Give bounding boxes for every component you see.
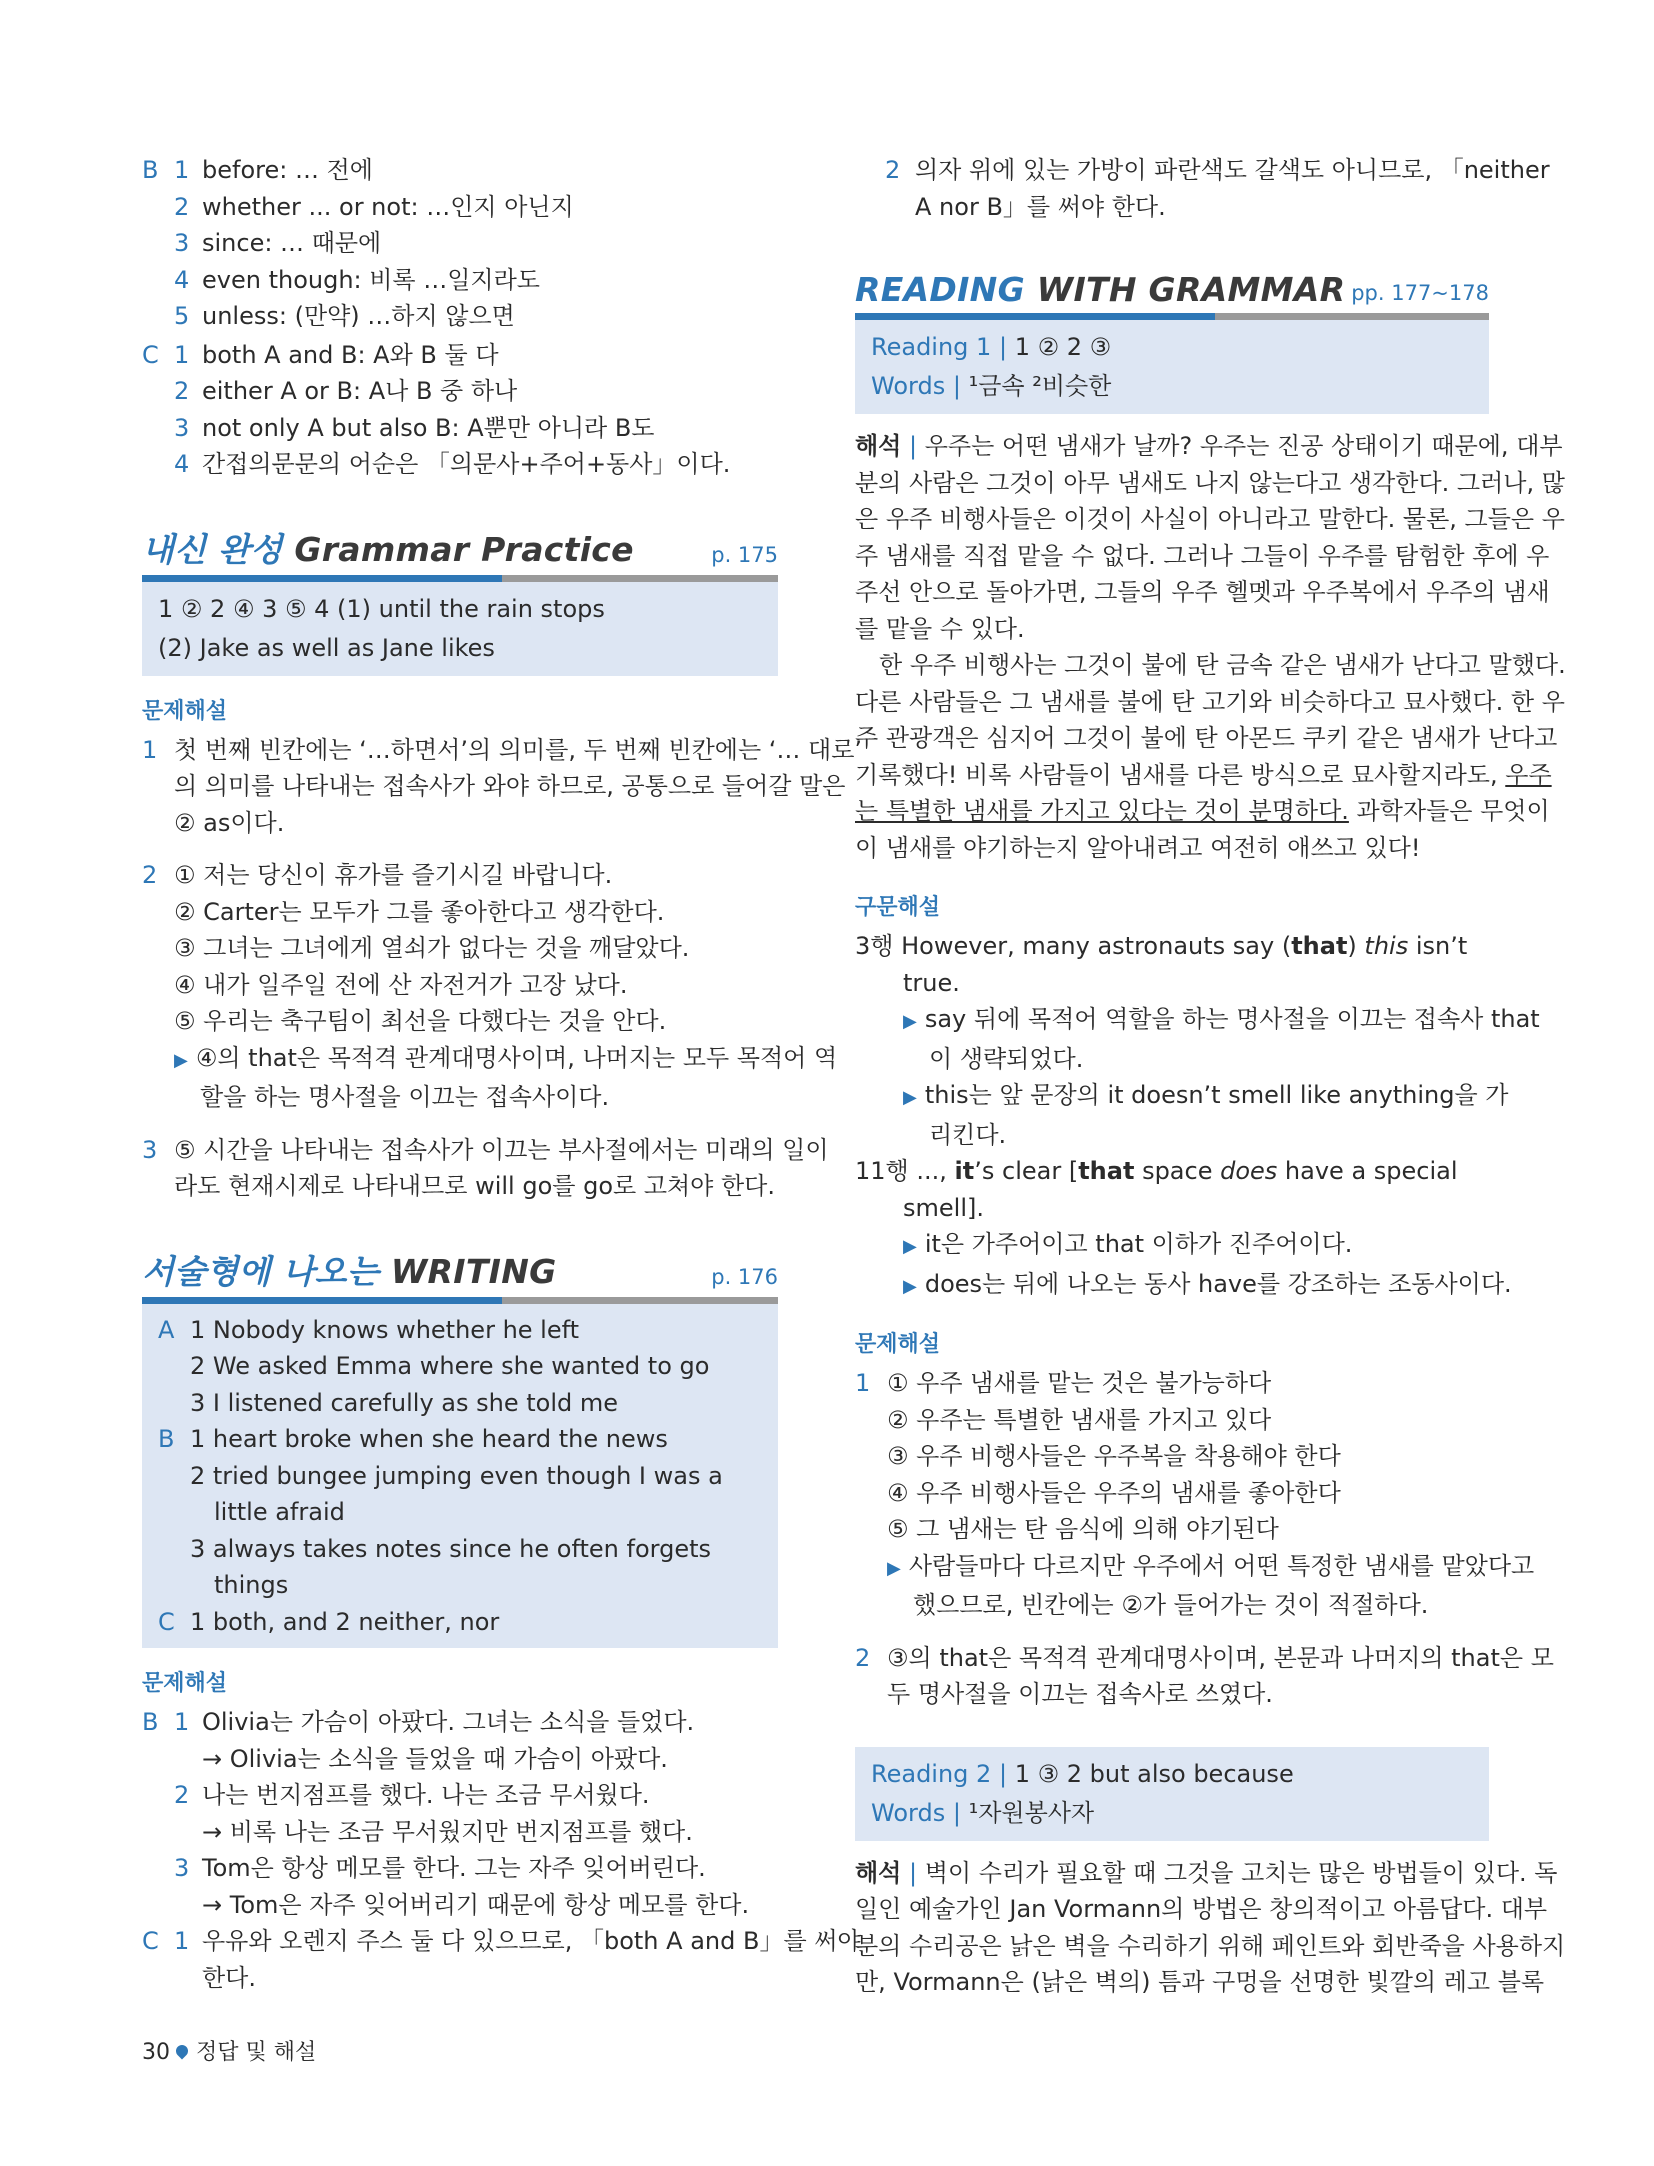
writing-header: 서술형에 나오는 WRITING p. 176 [142,1251,778,1291]
page-number: 30 [142,2040,170,2065]
grammar-practice-answers: 1 ② 2 ④ 3 ⑤ 4 (1) until the rain stops (2) Jake as well as Jane likes [142,582,778,676]
triangle-bullet-icon: ▶ [903,1275,917,1297]
writing-answers: A 1 Nobody knows whether he left 2 We asked Emma where she wanted to go 3 I listened carefully as she told me B 1 heart broke when she heard the news 2 tried bungee jumping even though I was a little afraid 3 always takes notes since he often forgets things C 1 both, and 2 neither, nor [142,1304,778,1649]
answer-b-5: 5 unless: (만약) …하지 않으면 [174,302,515,330]
grammar-practice-header: 내신 완성 Grammar Practice p. 175 [142,529,778,569]
page-reference: p. 175 [711,542,778,567]
syntax-heading: 구문해설 [855,895,941,920]
triangle-bullet-icon: ▶ [903,1011,917,1032]
page-footer [142,2038,316,2068]
section-bar [855,313,1489,320]
explanation-heading: 문제해설 [142,698,228,724]
explanation-heading: 문제해설 [855,1332,941,1357]
answer-c-2: 2 either A or B: A나 B 중 하나 [174,377,518,405]
page-reference: pp. 177~178 [1351,281,1489,305]
right-column: 2 의자 위에 있는 가방이 파란색도 갈색도 아니므로, 「neither A nor B」를 써야 한다. READING WITH GRAMMAR pp. 177~178 Reading 1 | 1 ② 2 ③ Words | ¹금속 ²비슷한 해석 | 우주는 어떤 냄새가 날까? 우주는 진공 상태이기 때문에, 대부 분의 사람은 그것이 아무 냄새도 나지 않는다고 생각한다. 그러나, 많 은 우주 비행사들은 이것이 사실이 아니라고 말한다. 물론, 그들은 우 주 냄새를 직접 맡을 수 없다. 그러나 그들이 우주를 탐험한 후에 우 주선 안으로 돌아가면, 그들의 우주 헬멧과 우주복에서 우주의 냄새 를 맡을 수 있다. 한 우주 비행사는 그것이 불에 탄 금속 같은 냄새가 난다고 말했다. 다른 사람들은 그 냄새를 불에 탄 고기와 비슷하다고 묘사했다. 한 우 주 관광객은 심지어 그것이 불에 탄 아몬드 쿠키 같은 냄새가 난다고 기록했다! 비록 사람들이 냄새를 다른 방식으로 묘사할지라도, 우주 는 특별한 냄새를 가지고 있다는 것이 분명하다. 과학자들은 무엇이 이 냄새를 야기하는지 알아내려고 여전히 애쓰고 있다! 구문해설 3행 However, many astronauts say (that) this isn’t true. ▶ say 뒤에 목적어 역할을 하는 명사절을 이끄는 접속사 that 이 생략되었다. ▶ this는 앞 문장의 it doesn’t smell like anything을 가 리킨다. 11행 ..., it’s clear [that space does have a special smell]. ▶ it은 가주어이고 that 이하가 진주어이다. ▶ does는 뒤에 나오는 동사 have를 강조하는 조동사이다. 문제해설 1 ① 우주 냄새를 맡는 것은 불가능하다 ② 우주는 특별한 냄새를 가지고 있다 ③ 우주 비행사들은 우주복을 착용해야 한다 ④ 우주 비행사들은 우주의 냄새를 좋아한다 ⑤ 그 냄새는 탄 음식에 의해 야기된다 ▶ 사람들마다 다르지만 우주에서 어떤 특정한 냄새를 맡았다고 했으므로, 빈칸에는 ②가 들어가는 것이 적절하다. 2 ③의 that은 목적격 관계대명사이며, 본문과 나머지의 that은 모 두 명사절을 이끄는 접속사로 쓰였다. Reading 2 | 1 ③ 2 but also because Words | ¹자원봉사자 해석 | 벽이 수리가 필요할 때 그것을 고치는 많은 방법들이 있다. 독 일인 예술가인 Jan Vormann의 방법은 창의적이고 아름답다. 대부 분의 수리공은 낡은 벽을 수리하기 위해 페인트와 회반죽을 사용하지 만, Vormann은 (낡은 벽의) 틈과 구멍을 선명한 빛깔의 레고 블록 [855,156,1566,1996]
page-reference: p. 176 [711,1264,778,1289]
answer-b-2: 2 whether ... or not: …인지 아닌지 [174,192,574,221]
explanation-heading: 문제해설 [142,1671,228,1696]
location-pin-icon [174,2043,191,2060]
reading1-answers: Reading 1 | 1 ② 2 ③ Words | ¹금속 ²비슷한 [855,320,1489,414]
answer-b-1: B 1 before: … 전에 [142,152,778,189]
answer-c-4: 4 간접의문문의 어순은 「의문사+주어+동사」이다. [174,450,731,478]
section-bar [142,575,778,582]
left-column: B 1 before: … 전에 2 whether ... or not: …인지 아닌지 3 since: … 때문에 4 even though: 비록 …일지라도 5 unless: (만약) …하지 않으면 C 1 both A and B: A와 B 둘 다 2 either A or B: A나 B 중 하나 3 not only A but also B: A뿐만 아니라 B도 4 간접의문문의 어순은 「의문사+주어+동사」이다. 내신 완성 Grammar Practice p. 175 1 ② 2 ④ 3 ⑤ 4 (1) until the rain stops (2) Jake as well as Jane likes 문제해설 1 첫 번째 빈칸에는 ‘…하면서’의 의미를, 두 번째 빈칸에는 ‘… 대로’ 의 의미를 나타내는 접속사가 와야 하므로, 공통으로 들어갈 말은 ② as이다. 2 ① 저는 당신이 휴가를 즐기시길 바랍니다. ② Carter는 모두가 그를 좋아한다고 생각한다. ③ 그녀는 그녀에게 열쇠가 없다는 것을 깨달았다. ④ 내가 일주일 전에 산 자전거가 고장 났다. ⑤ 우리는 축구팀이 최선을 다했다는 것을 안다. ▶ ④의 that은 목적격 관계대명사이며, 나머지는 모두 목적어 역 할을 하는 명사절을 이끄는 접속사이다. 3 ⑤ 시간을 나타내는 접속사가 이끄는 부사절에서는 미래의 일이 라도 현재시제로 나타내므로 will go를 go로 고쳐야 한다. 서술형에 나오는 WRITING p. 176 A 1 Nobody knows whether he left 2 We asked Emma where she wanted to go 3 I listened carefully as she told me B 1 heart broke when she heard the news 2 tried bungee jumping even though I was a little afraid 3 always takes notes since he often forgets things C 1 both, and 2 neither, nor 문제해설 B 1 Olivia는 가슴이 아팠다. 그녀는 소식을 들었다. → Olivia는 소식을 들었을 때 가슴이 아팠다. 2 나는 번지점프를 했다. 나는 조금 무서웠다. → 비록 나는 조금 무서웠지만 번지점프를 했다. 3 Tom은 항상 메모를 한다. 그는 자주 잊어버린다. → Tom은 자주 잊어버리기 때문에 항상 메모를 한다. C 1 우유와 오렌지 주스 둘 다 있으므로, 「both A and B」를 써야 한다. [142,152,778,1996]
footer-label: 정답 및 해설 [196,2040,317,2065]
group-label-b: B [142,156,159,184]
answer-b-4: 4 even though: 비록 …일지라도 [174,265,540,294]
triangle-bullet-icon: ▶ [887,1557,901,1579]
triangle-bullet-icon: ▶ [903,1087,917,1108]
answer-c-3: 3 not only A but also B: A뿐만 아니라 B도 [174,413,655,442]
answer-b-3: 3 since: … 때문에 [174,229,382,257]
reading2-answers: Reading 2 | 1 ③ 2 but also because Words | ¹자원봉사자 [855,1747,1489,1841]
reading-with-grammar-header: READING WITH GRAMMAR pp. 177~178 [855,270,1489,309]
triangle-bullet-icon: ▶ [903,1236,917,1257]
group-label-c: C [142,340,159,369]
answer-c-1: C 1 both A and B: A와 B 둘 다 [142,337,778,374]
section-bar [142,1297,778,1304]
triangle-bullet-icon: ▶ [174,1049,188,1071]
